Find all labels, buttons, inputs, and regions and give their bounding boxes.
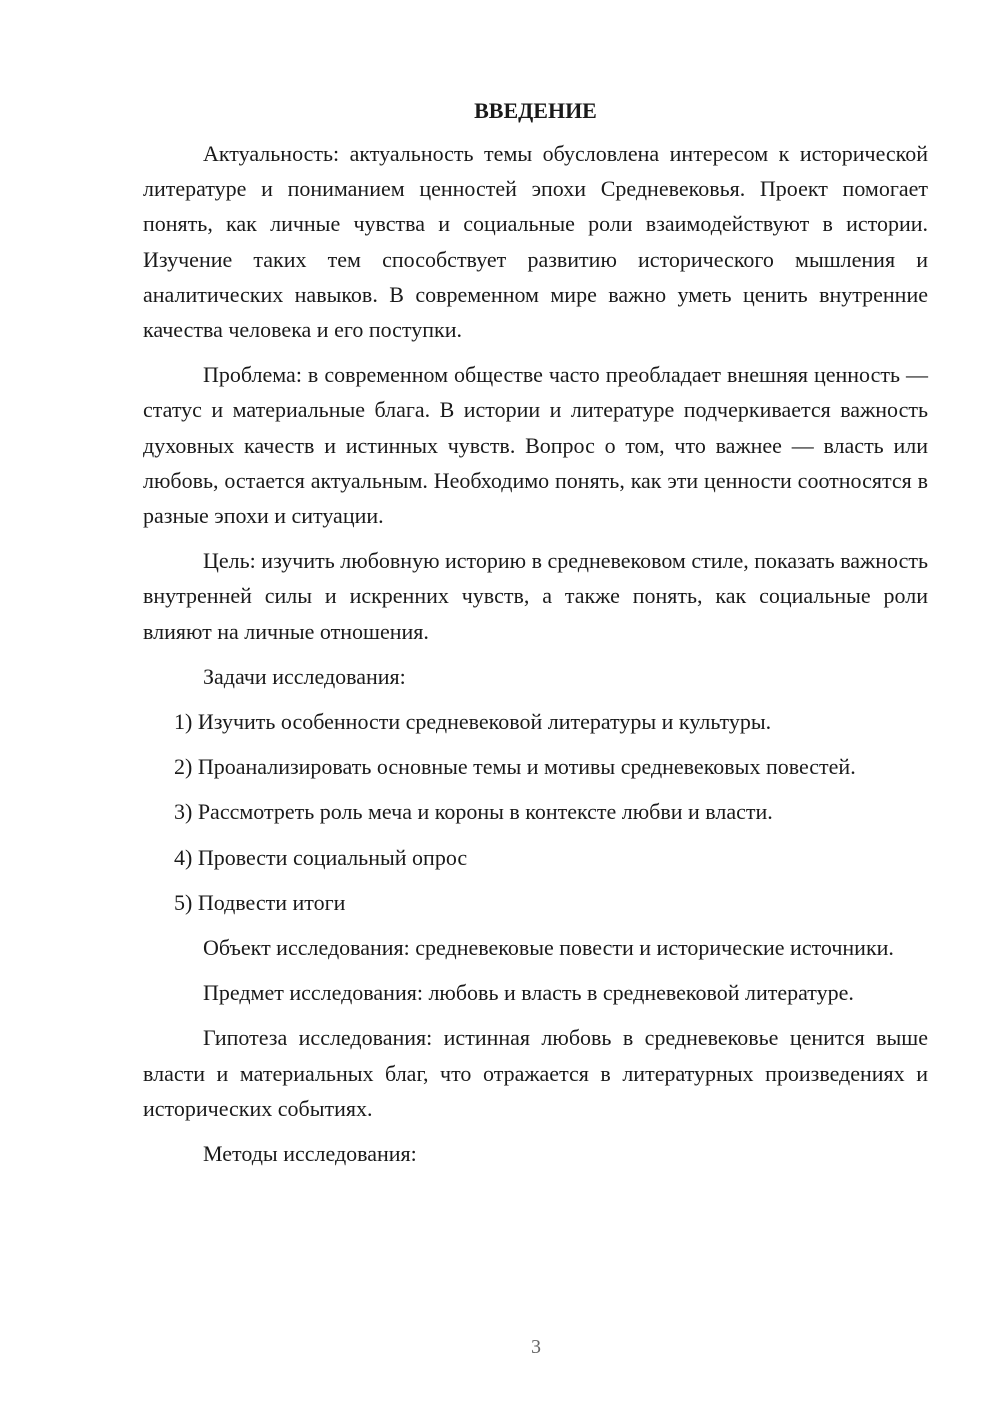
paragraph-methods: Методы исследования: (203, 1141, 417, 1167)
paragraph-hypothesis: Гипотеза исследования: истинная любовь в средневековье ценится выше власти и материальных благ, что отражается в литературных произведениях и исторических событиях. (143, 1025, 928, 1121)
section-title: ВВЕДЕНИЕ (474, 98, 597, 123)
paragraph-goal: Цель: изучить любовную историю в средневековом стиле, показать важность внутренней силы и искренних чувств, а также понять, как социальные роли влияют на личные отношения. (143, 548, 928, 644)
paragraph-subject: Предмет исследования: любовь и власть в средневековой литературе. (203, 980, 854, 1006)
task-item-4: 4) Провести социальный опрос (174, 844, 468, 870)
page-number: 3 (531, 1336, 541, 1358)
paragraph-problem: Проблема: в современном обществе часто преобладает внешняя ценность — статус и материальные блага. В истории и литературе подчеркивается важность духовных качеств и истинных чувств. Вопрос о том, что важнее — власть или любовь, остается актуальным. Необходимо понять, как эти ценности соотносятся в разные эпохи и ситуации. (143, 362, 928, 529)
paragraph-tasks-heading: Задачи исследования: (203, 663, 406, 689)
task-item-5: 5) Подвести итоги (174, 889, 346, 915)
task-item-1: 1) Изучить особенности средневековой литературы и культуры. (174, 709, 772, 735)
paragraph-object: Объект исследования: средневековые повести и исторические источники. (203, 935, 894, 961)
document-body (143, 96, 928, 1181)
task-item-2: 2) Проанализировать основные темы и мотивы средневековых повестей. (174, 754, 856, 780)
task-item-3: 3) Рассмотреть роль меча и короны в контексте любви и власти. (174, 799, 773, 825)
paragraph-relevance: Актуальность: актуальность темы обусловлена интересом к исторической литературе и пониманием ценностей эпохи Средневековья. Проект помогает понять, как личные чувства и социальные роли взаимодействуют в истории. Изучение таких тем способствует развитию исторического мышления и аналитических навыков. В современном мире важно уметь ценить внутренние качества человека и его поступки. (143, 141, 928, 343)
